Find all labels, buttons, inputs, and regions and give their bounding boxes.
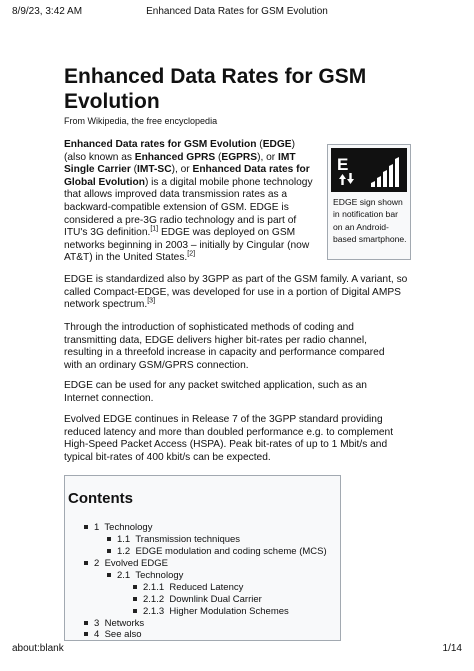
print-page-number: 1/14: [442, 643, 462, 654]
edge-sign-image: [331, 148, 407, 192]
term-global-evolution: Enhanced Data rates for Global Evolution: [64, 164, 310, 188]
down-arrow-icon: [347, 173, 354, 184]
intro-paragraph: Enhanced Data rates for GSM Evolution (EDGE) (also known as Enhanced GPRS (EGPRS), or IMT Single Carrier (IMT-SC), or Enhanced Data rates for Global Evolution) is a digital mobile phone technology that allows improved data transmission rates as a backward-compatible extension of GSM. EDGE is considered a pre-3G radio technology and is part of ITU's 3G definition.[1] EDGE was deployed on GSM networks beginning in 2003 – initially by Cingular (now AT&T) in the United States.[2]: [64, 139, 313, 264]
toc-item[interactable]: 2.1.1 Reduced Latency: [133, 582, 243, 593]
bullet-icon: [133, 585, 137, 589]
print-datetime: 8/9/23, 3:42 AM: [12, 6, 83, 17]
term-enhanced-gprs: Enhanced GPRS: [134, 151, 216, 163]
bullet-icon: [107, 573, 111, 577]
article-title: Enhanced Data Rates for GSM Evolution: [64, 65, 367, 113]
citation-link[interactable]: [1]: [150, 225, 159, 233]
toc-item[interactable]: 1 Technology: [84, 522, 152, 533]
bullet-icon: [107, 537, 111, 541]
toc-item[interactable]: 4 See also: [84, 629, 142, 640]
paragraph: Through the introduction of sophisticated methods of coding and transmitting data, EDGE delivers higher bit-rates per radio channel, resulting in a threefold increase in capacity and performance compared with an ordinary GSM/GPRS connection.: [64, 322, 385, 371]
term-egprs: EGPRS: [221, 151, 258, 163]
term-imt-sc: IMT-SC: [137, 164, 172, 176]
toc-item[interactable]: 2 Evolved EDGE: [84, 558, 168, 569]
print-page-title: Enhanced Data Rates for GSM Evolution: [146, 6, 328, 17]
infobox: [327, 144, 411, 260]
signal-bar-icon: [389, 164, 393, 187]
edge-letter-icon: E: [337, 155, 349, 174]
toc-item[interactable]: 2.1.2 Downlink Dual Carrier: [133, 594, 262, 605]
term-edge-full: Enhanced Data rates for GSM Evolution: [64, 139, 257, 150]
print-url: about:blank: [12, 643, 64, 654]
up-arrow-icon: [339, 174, 346, 185]
term-imt-single-carrier: IMT Single Carrier: [64, 151, 296, 176]
term-edge: EDGE: [262, 139, 292, 150]
signal-bar-icon: [395, 157, 399, 187]
bullet-icon: [84, 561, 88, 565]
infobox-caption: EDGE sign shown in notification bar on an Android-based smartphone.: [333, 197, 407, 245]
bullet-icon: [107, 549, 111, 553]
toc-item[interactable]: 1.1 Transmission techniques: [107, 534, 240, 545]
toc-item[interactable]: 1.2 EDGE modulation and coding scheme (MCS): [107, 546, 327, 557]
bullet-icon: [84, 525, 88, 529]
citation-link[interactable]: [3]: [147, 297, 156, 305]
table-of-contents: [64, 475, 341, 641]
bullet-icon: [133, 609, 137, 613]
toc-item[interactable]: 2.1 Technology: [107, 570, 183, 581]
edge-signal-icon: [331, 148, 407, 192]
toc-item[interactable]: 3 Networks: [84, 618, 144, 629]
article-subtitle: From Wikipedia, the free encyclopedia: [64, 116, 218, 126]
paragraph: Evolved EDGE continues in Release 7 of the 3GPP standard providing reduced latency and more than doubled performance e.g. to complement High-Speed Packet Access (HSPA). Peak bit-rates of up to 1 Mbit/s and typical bit-rates of 400 kbit/s can be expected.: [64, 414, 394, 463]
citation-link[interactable]: [2]: [187, 250, 196, 258]
bullet-icon: [84, 621, 88, 625]
paragraph: EDGE can be used for any packet switched application, such as an Internet connection.: [64, 380, 367, 404]
signal-bar-icon: [371, 181, 375, 187]
signal-bar-icon: [383, 170, 387, 187]
bullet-icon: [133, 597, 137, 601]
paragraph: EDGE is standardized also by 3GPP as part of the GSM family. A variant, so called Compact-EDGE, was developed for use in a portion of Digital AMPS network spectrum.[3]: [64, 274, 408, 311]
bullet-icon: [84, 632, 88, 636]
signal-bar-icon: [377, 176, 381, 187]
toc-title: Contents: [68, 490, 133, 507]
toc-item[interactable]: 2.1.3 Higher Modulation Schemes: [133, 606, 289, 617]
